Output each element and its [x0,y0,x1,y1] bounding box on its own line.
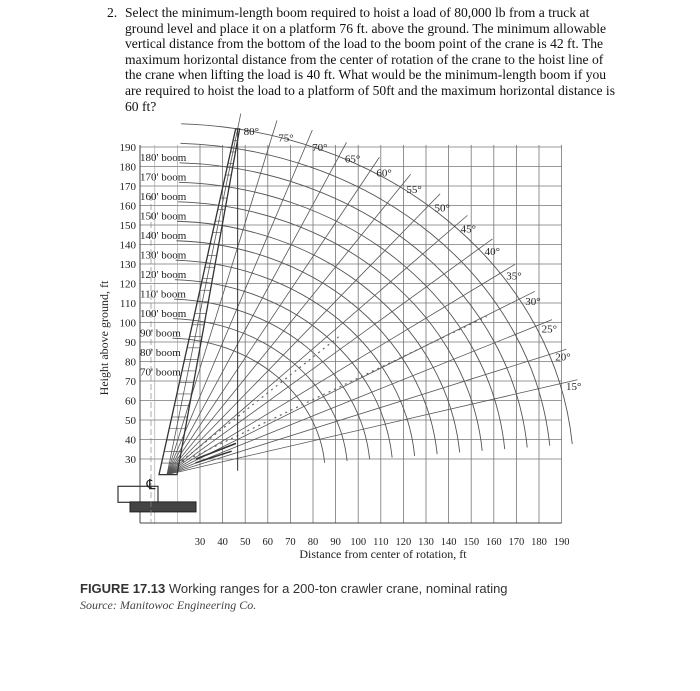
angle-label: 30° [525,296,541,309]
y-tick-label: 40 [125,434,136,447]
y-tick-label: 100 [119,317,136,330]
x-tick-label: 40 [217,537,228,548]
y-tick-label: 150 [119,220,136,232]
x-tick-label: 70 [285,537,296,548]
x-tick-label: 150 [463,537,480,548]
y-tick-label: 180 [119,161,136,174]
y-tick-label: 160 [119,200,136,213]
x-axis-label: Distance from center of rotation, ft [299,547,467,561]
angle-ray [167,380,577,475]
figure-source: Source: Manitowoc Engineering Co. [80,598,257,612]
y-tick-label: 50 [125,415,136,427]
y-tick-label: 120 [119,278,136,291]
y-tick-label: 60 [125,395,136,408]
angle-label: 75° [278,132,294,145]
y-tick-label: 170 [119,181,136,193]
figure-caption-text: Working ranges for a 200-ton crawler crane, nominal rating [168,581,508,596]
boom-length-label: 140' boom [140,229,187,242]
y-tick-label: 140 [119,239,136,252]
problem-number: 2. [107,5,118,20]
x-tick-label: 60 [262,537,274,548]
y-tick-labels [120,142,137,466]
angle-label: 20° [555,351,571,364]
problem-text: Select the minimum-length boom required to hoist a load of 80,000 lb from a truck at ground level and place it on a platform 76 ft. above the ground. The minimum allowable vertical distance from the bottom of the load to the boom point of the crane is 42 ft. The maximum horizontal distance from the center of rotation of the crane to the hoist line of the crane when lifting the load is 40 ft. What would be the minimum-length boom if you are required to hoist the load to a platform of 50ft and the maximum horizontal distance is 60 ft? [125,5,615,114]
x-tick-label: 120 [395,537,412,548]
angle-label: 70° [312,141,328,154]
boom-length-label: 170' boom [140,171,187,184]
boom-length-label: 160' boom [140,190,187,203]
angle-label: 60° [376,167,392,180]
y-tick-label: 70 [125,376,136,388]
boom-length-label: 70' boom [140,366,181,379]
y-tick-label: 80 [125,356,136,369]
x-tick-label: 130 [418,537,434,548]
angle-label: 50° [434,202,450,215]
x-tick-label: 80 [307,537,319,548]
boom-arcs [173,124,573,463]
y-tick-label: 110 [119,298,136,310]
x-tick-label: 190 [553,537,570,548]
boom-length-label: 100' boom [140,307,187,320]
angle-ray [167,349,566,474]
x-tick-label: 110 [373,537,389,548]
boom-arc [177,221,459,452]
boom-length-label: 80' boom [140,346,181,359]
y-tick-label: 90 [125,337,136,349]
x-tick-label: 170 [508,537,525,548]
y-tick-label: 30 [125,454,136,466]
angle-ray [167,291,535,474]
figure-caption [80,581,508,596]
boom-arc [179,182,505,449]
boom-length-label: 110' boom [140,288,186,301]
y-tick-label: 190 [119,142,136,154]
angle-label: 35° [506,270,522,283]
figure-caption-label: FIGURE 17.13 [80,581,166,596]
angle-ray [167,157,379,474]
boom-arc [176,260,415,456]
angle-label: 65° [344,153,361,166]
x-tick-label: 90 [330,537,341,548]
angle-label: 80° [243,125,260,138]
boom-length-label: 180' boom [140,151,187,164]
boom-arc [174,299,370,459]
angle-label: 40° [484,245,501,258]
x-tick-label: 50 [239,537,251,548]
boom-length-label: 150' boom [140,210,187,223]
x-tick-label: 180 [531,537,547,548]
angle-label: 15° [565,380,582,393]
y-axis-label: Height above ground, ft [97,280,111,396]
angle-label: 25° [541,323,558,336]
x-tick-label: 160 [485,537,502,548]
x-tick-label: 30 [194,537,206,548]
boom-length-label: 130' boom [140,249,187,262]
boom-length-label: 90' boom [140,327,181,340]
x-tick-label: 140 [440,537,457,548]
crawler-track [130,502,196,512]
angle-label: 45° [460,223,477,236]
y-tick-label: 130 [119,259,136,271]
x-tick-label: 100 [350,537,367,548]
boom-length-label: 120' boom [140,268,187,281]
angle-label: 55° [406,184,422,197]
centerline-symbol: ℄ [146,478,156,493]
